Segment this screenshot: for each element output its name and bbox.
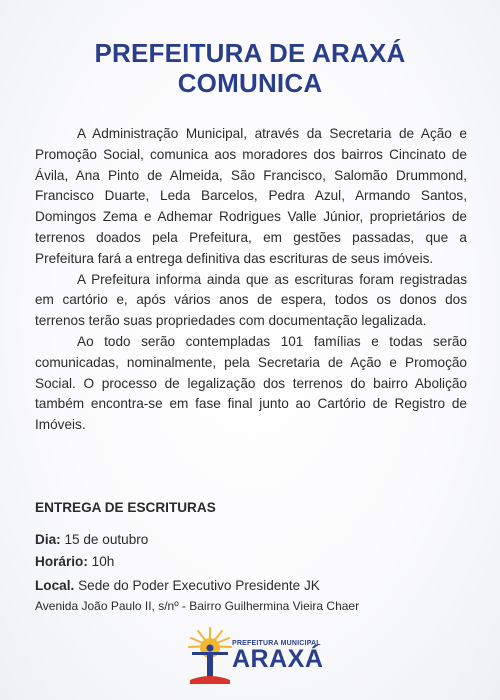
title-line-2: COMUNICA	[177, 68, 323, 98]
paragraph-2: A Prefeitura informa ainda que as escrituras foram registradas em cartório e, após vários anos de espera, todos os donos dos terrenos terão suas propriedades com documentação legalizada.	[35, 271, 467, 329]
date-value: 15 de outubro	[64, 532, 149, 547]
time-label: Horário:	[35, 554, 88, 569]
time-value: 10h	[91, 554, 115, 569]
announcement-body	[35, 124, 467, 436]
logo-small-text: PREFEITURA MUNICIPAL	[232, 640, 321, 647]
place-value: Sede do Poder Executivo Presidente JK	[78, 578, 320, 593]
page-title	[0, 38, 500, 98]
event-date	[35, 530, 475, 550]
logo-big-text: ARAXÁ	[232, 645, 324, 673]
municipality-logo	[186, 624, 326, 684]
place-label: Local.	[35, 578, 75, 593]
event-time	[35, 552, 475, 572]
title-line-1: PREFEITURA DE ARAXÁ	[94, 38, 406, 68]
event-place	[35, 576, 475, 596]
section-title: ENTREGA DE ESCRITURAS	[35, 500, 216, 515]
event-address: Avenida João Paulo II, s/nº - Bairro Guilhermina Vieira Chaer	[35, 599, 360, 613]
christ-statue-sun-icon	[186, 624, 234, 684]
paragraph-1: A Administração Municipal, através da Secretaria de Ação e Promoção Social, comunica aos moradores dos bairros Cincinato de Ávila, Ana Pinto de Almeida, São Francisco, Salomão Drummond, Francisco Duarte, Leda Barcelos, Pedra Azul, Armando Santos, Domingos Zema e Adhemar Rodrigues Valle Júnior, proprietários de terrenos doados pela Prefeitura, em gestões passadas, que a Prefeitura fará a entrega definitiva das escrituras de seus imóveis.	[35, 126, 467, 266]
date-label: Dia:	[35, 532, 61, 547]
paragraph-3: Ao todo serão contempladas 101 famílias e todas serão comunicadas, nominalmente, pela Secretaria de Ação e Promoção Social. O processo de legalização dos terrenos do bairro Abolição também encontra-se em fase final junto ao Cartório de Registro de Imóveis.	[35, 333, 467, 433]
